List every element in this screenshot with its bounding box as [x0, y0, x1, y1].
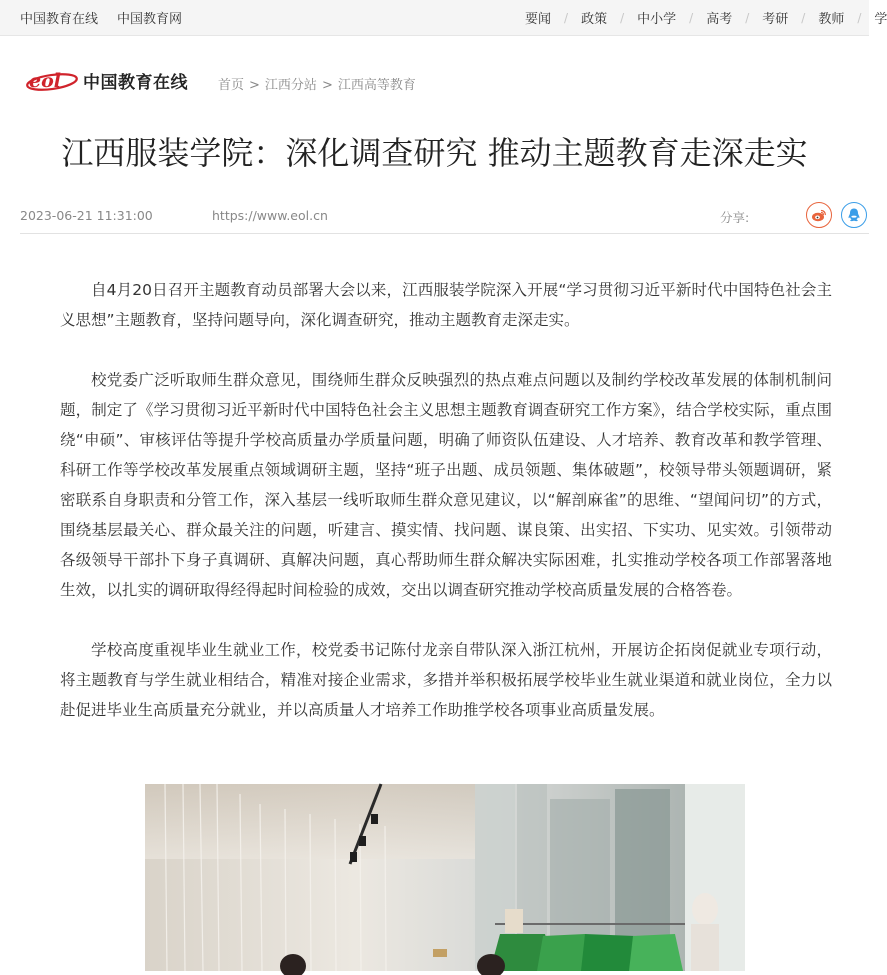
breadcrumb	[218, 74, 416, 93]
breadcrumb-jiangxi-higher-edu[interactable]: 江西高等教育	[337, 78, 416, 93]
nav-separator: /	[564, 10, 569, 25]
nav-separator: /	[857, 10, 862, 25]
eol-logo-icon	[24, 62, 80, 98]
breadcrumb-home[interactable]: 首页	[218, 78, 245, 93]
article-paragraph: 自4月20日召开主题教育动员部署大会以来，江西服装学院深入开展“学习贯彻习近平新时代中国特色社会主义思想”主题教育，坚持问题导向，深化调查研究，推动主题教育走深走实。	[60, 281, 832, 329]
publish-date: 2023-06-21 11:31:00	[20, 208, 153, 223]
weibo-icon	[811, 207, 827, 223]
nav-k12[interactable]: 中小学	[637, 12, 677, 27]
article-title: 江西服装学院：深化调查研究 推动主题教育走深走实	[61, 134, 808, 172]
share-weibo-button[interactable]	[806, 202, 832, 228]
article-meta	[20, 205, 869, 233]
nav-more[interactable]: 学	[874, 12, 887, 27]
nav-gaokao[interactable]: 高考	[706, 12, 733, 27]
breadcrumb-separator: >	[321, 78, 333, 93]
breadcrumb-jiangxi[interactable]: 江西分站	[264, 78, 317, 93]
top-left-links	[20, 0, 201, 35]
article-paragraph: 学校高度重视毕业生就业工作，校党委书记陈付龙亲自带队深入浙江杭州，开展访企拓岗促就业专项行动，将主题教育与学生就业相结合，精准对接企业需求，多措并举积极拓展学校毕业生就业渠道和就业岗位，全力以赴促进毕业生高质量充分就业，并以高质量人才培养工作助推学校各项事业高质量发展。	[60, 641, 832, 719]
nav-teacher[interactable]: 教师	[818, 12, 845, 27]
nav-separator: /	[745, 10, 750, 25]
share-label: 分享:	[720, 210, 750, 225]
top-link-edu-net[interactable]: 中国教育网	[117, 12, 183, 27]
nav-policy[interactable]: 政策	[581, 12, 608, 27]
nav-separator: /	[689, 10, 694, 25]
nav-news[interactable]: 要闻	[525, 12, 552, 27]
nav-kaoyan[interactable]: 考研	[762, 12, 789, 27]
meta-divider	[20, 233, 869, 234]
source-link[interactable]: https://www.eol.cn	[212, 208, 328, 223]
article-body	[60, 275, 832, 755]
top-bar	[0, 0, 887, 36]
qq-icon	[846, 207, 862, 223]
share-qq-button[interactable]	[841, 202, 867, 228]
article-photo	[145, 784, 745, 971]
article-paragraph: 校党委广泛听取师生群众意见，围绕师生群众反映强烈的热点难点问题以及制约学校改革发展的体制机制问题，制定了《学习贯彻习近平新时代中国特色社会主义思想主题教育调查研究工作方案》，结合学校实际，重点围绕“申硕”、审核评估等提升学校高质量办学质量问题，明确了师资队伍建设、人才培养、教育改革和教学管理、科研工作等学校改革发展重点领域调研主题，坚持“班子出题、成员领题、集体破题”，校领导带头领题调研，紧密联系自身职责和分管工作，深入基层一线听取师生群众意见建议，以“解剖麻雀”的思维、“望闻问切”的方式，围绕基层最关心、群众最关注的问题，听建言、摸实情、找问题、谋良策、出实招、下实功、见实效。引领带动各级领导干部扑下身子真调研、真解决问题，真心帮助师生群众解决实际困难，扎实推动学校各项工作部署落地生效，以扎实的调研取得经得起时间检验的成效，交出以调查研究推动学校高质量发展的合格答卷。	[60, 371, 832, 599]
nav-separator: /	[801, 10, 806, 25]
top-link-eol[interactable]: 中国教育在线	[20, 12, 99, 27]
showroom-photo-illustration	[145, 784, 745, 971]
nav-separator: /	[620, 10, 625, 25]
site-logo[interactable]	[24, 62, 188, 98]
svg-text:eol: eol	[29, 70, 61, 92]
logo-text: 中国教育在线	[83, 72, 188, 93]
top-nav	[525, 0, 887, 35]
breadcrumb-separator: >	[249, 78, 260, 93]
